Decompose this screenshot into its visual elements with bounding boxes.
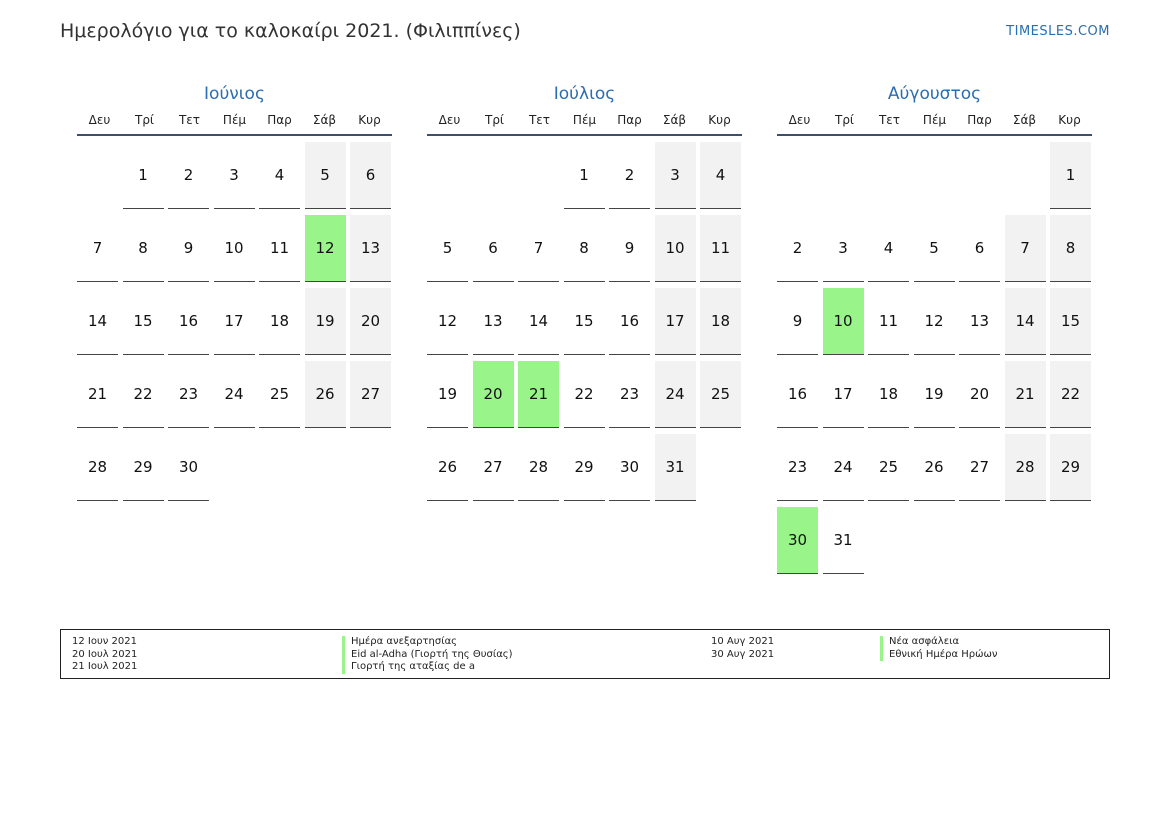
day-cell: 22 [1050,361,1091,428]
day-cell: 11 [868,288,909,355]
day-cell: 26 [305,361,346,428]
day-cell: 9 [609,215,650,282]
day-cell: 28 [518,434,559,501]
weekday-label: Δευ [788,113,811,127]
day-cell: 20 [959,361,1000,428]
day-cell: 31 [655,434,696,501]
day-cell: 24 [655,361,696,428]
legend-date: 20 Ιουλ 2021 [72,648,138,660]
day-cell: 19 [427,361,468,428]
day-cell: 7 [518,215,559,282]
day-cell: 2 [168,142,209,209]
day-grid [427,136,742,576]
month-name: Ιούλιος [553,84,616,104]
legend-dates-left [72,636,137,674]
day-cell: 6 [473,215,514,282]
page-title: Ημερολόγιο για το καλοκαίρι 2021. (Φιλιππίνες) [60,20,521,42]
day-cell: 1 [123,142,164,209]
day-cell: 29 [1050,434,1091,501]
legend-holiday-name: Νέα ασφάλεια [880,636,997,649]
day-cell: 7 [1005,215,1046,282]
month-july [427,82,742,576]
day-cell: 18 [259,288,300,355]
day-cell: 30 [168,434,209,501]
day-cell: 9 [777,288,818,355]
day-cell: 17 [655,288,696,355]
day-cell: 3 [823,215,864,282]
legend-holiday-name: Eid al-Adha (Γιορτή της Θυσίας) [342,649,513,662]
day-cell: 29 [123,434,164,501]
day-cell: 10 [655,215,696,282]
day-cell: 4 [868,215,909,282]
day-cell: 13 [350,215,391,282]
legend-names-right [880,636,997,661]
day-cell: 17 [823,361,864,428]
weekday-label: Κυρ [358,113,381,127]
day-cell: 30 [609,434,650,501]
legend-names-left [342,636,513,674]
day-cell: 13 [959,288,1000,355]
day-cell: 11 [259,215,300,282]
day-cell: 4 [700,142,741,209]
day-cell: 16 [168,288,209,355]
legend-holiday-name: Ημέρα ανεξαρτησίας [342,636,513,649]
day-cell: 16 [777,361,818,428]
legend-dates-right [711,636,774,661]
holiday-legend [60,629,1110,679]
day-cell: 24 [823,434,864,501]
day-cell: 6 [959,215,1000,282]
holiday-day-cell: 21 [518,361,559,428]
day-cell: 14 [1005,288,1046,355]
day-cell: 18 [868,361,909,428]
day-cell: 2 [777,215,818,282]
legend-date: 12 Ιουν 2021 [72,636,137,647]
day-cell: 3 [655,142,696,209]
month-name: Ιούνιος [204,84,265,104]
day-cell: 16 [609,288,650,355]
day-cell: 4 [259,142,300,209]
day-cell: 15 [123,288,164,355]
weekday-label: Σάβ [312,113,337,127]
weekday-label: Πέμ [922,113,947,127]
day-cell: 15 [1050,288,1091,355]
day-cell: 20 [350,288,391,355]
day-cell: 12 [427,288,468,355]
day-cell: 14 [77,288,118,355]
legend-date: 10 Αυγ 2021 [711,636,775,647]
day-cell: 12 [914,288,955,355]
day-cell: 29 [564,434,605,501]
day-cell: 6 [350,142,391,209]
day-cell: 22 [123,361,164,428]
weekday-label: Σάβ [662,113,687,127]
weekday-label: Τετ [878,113,901,127]
weekday-row [77,112,392,136]
legend-holiday-name: Γιορτή της αταξίας de a [342,661,513,674]
weekday-label: Πέμ [222,113,247,127]
day-cell: 19 [914,361,955,428]
weekday-label: Δευ [88,113,111,127]
day-cell: 10 [214,215,255,282]
day-cell: 2 [609,142,650,209]
day-cell: 8 [1050,215,1091,282]
day-cell: 1 [564,142,605,209]
weekday-label: Παρ [267,113,292,127]
day-cell: 11 [700,215,741,282]
day-grid [77,136,392,576]
day-cell: 26 [914,434,955,501]
day-cell: 9 [168,215,209,282]
weekday-label: Δευ [438,113,461,127]
weekday-label: Παρ [617,113,642,127]
legend-date: 30 Αυγ 2021 [711,648,775,660]
day-cell: 8 [123,215,164,282]
day-cell: 27 [473,434,514,501]
day-cell: 14 [518,288,559,355]
day-cell: 17 [214,288,255,355]
weekday-label: Τετ [528,113,551,127]
day-cell: 3 [214,142,255,209]
day-cell: 26 [427,434,468,501]
day-cell: 23 [777,434,818,501]
day-cell: 15 [564,288,605,355]
day-cell: 7 [77,215,118,282]
holiday-day-cell: 30 [777,507,818,574]
day-cell: 18 [700,288,741,355]
day-cell: 21 [1005,361,1046,428]
weekday-label: Τετ [178,113,201,127]
holiday-day-cell: 20 [473,361,514,428]
day-cell: 28 [77,434,118,501]
day-cell: 23 [168,361,209,428]
day-cell: 19 [305,288,346,355]
weekday-label: Παρ [967,113,992,127]
day-cell: 13 [473,288,514,355]
day-cell: 27 [959,434,1000,501]
weekday-row [427,112,742,136]
day-cell: 22 [564,361,605,428]
month-june [77,82,392,576]
day-cell: 28 [1005,434,1046,501]
day-cell: 5 [914,215,955,282]
month-august [777,82,1092,576]
day-cell: 25 [259,361,300,428]
weekday-label: Τρί [484,113,504,127]
day-cell: 25 [868,434,909,501]
day-cell: 8 [564,215,605,282]
day-cell: 21 [77,361,118,428]
weekday-row [777,112,1092,136]
day-cell: 24 [214,361,255,428]
weekday-label: Σάβ [1012,113,1037,127]
day-cell: 31 [823,507,864,574]
day-cell: 25 [700,361,741,428]
weekday-label: Κυρ [1058,113,1081,127]
day-cell: 5 [427,215,468,282]
day-cell: 5 [305,142,346,209]
month-name: Αύγουστος [887,84,982,104]
day-cell: 27 [350,361,391,428]
day-cell: 1 [1050,142,1091,209]
weekday-label: Πέμ [572,113,597,127]
holiday-day-cell: 10 [823,288,864,355]
holiday-day-cell: 12 [305,215,346,282]
legend-date: 21 Ιουλ 2021 [72,661,138,672]
legend-holiday-name: Εθνική Ημέρα Ηρώων [880,649,997,662]
weekday-label: Κυρ [708,113,731,127]
day-cell: 23 [609,361,650,428]
day-grid [777,136,1092,576]
weekday-label: Τρί [134,113,154,127]
weekday-label: Τρί [834,113,854,127]
brand-link[interactable]: TIMESLES.COM [1006,24,1110,39]
